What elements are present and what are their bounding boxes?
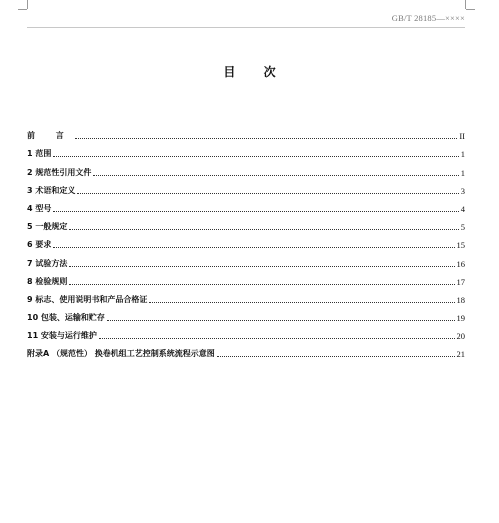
toc-leader-dots [149,302,454,303]
crop-mark-right-vertical [465,0,466,9]
toc-entry-foreword[interactable] [27,123,465,141]
toc-entry-installation[interactable] [27,323,465,341]
toc-entry-packaging[interactable] [27,305,465,323]
toc-entry-label: 9 标志、使用说明书和产品合格证 [27,294,148,304]
toc-entry-page: 17 [456,276,465,287]
toc-entry-page: II [459,131,465,142]
toc-entry-page: 15 [456,240,465,251]
toc-entry-test-methods[interactable] [27,250,465,268]
toc-entry-label: 10 包装、运输和贮存 [27,313,105,323]
toc-entry-label: 附录A （规范性） 换卷机组工艺控制系统流程示意图 [27,349,215,359]
toc-leader-dots [69,266,454,267]
toc-entry-label: 前 言 [27,131,73,141]
toc-entry-label: 11 安装与运行维护 [27,331,97,341]
toc-leader-dots [217,356,455,357]
crop-mark-left-horizontal [18,9,27,10]
toc-entry-label: 8 检验规则 [27,276,68,286]
toc-entry-page: 20 [456,331,465,342]
toc-entry-model[interactable] [27,196,465,214]
page-title: 目 次 [223,65,288,79]
toc-entry-page: 19 [456,313,465,324]
toc-leader-dots [99,338,455,339]
toc-leader-dots [75,138,458,139]
toc-entry-marking[interactable] [27,287,465,305]
toc-leader-dots [77,193,458,194]
toc-entry-page: 21 [456,349,465,360]
crop-mark-right-horizontal [466,9,475,10]
toc-entry-inspection-rules[interactable] [27,269,465,287]
crop-mark-left-vertical [27,0,28,9]
toc-entry-label: 2 规范性引用文件 [27,167,92,177]
toc-entry-label: 7 试验方法 [27,258,68,268]
toc-entry-label: 4 型号 [27,203,52,213]
toc-leader-dots [53,156,458,157]
toc-entry-general-provisions[interactable] [27,214,465,232]
toc-entry-page: 5 [460,222,465,233]
toc-entry-page: 1 [460,167,465,178]
document-code: GB/T 28185—×××× [391,13,465,23]
header-rule [27,27,465,28]
toc-entry-page: 3 [460,185,465,196]
toc-leader-dots [69,284,454,285]
toc-entry-label: 6 要求 [27,240,52,250]
toc-entry-page: 16 [456,258,465,269]
toc-leader-dots [53,211,458,212]
toc-leader-dots [53,247,454,248]
toc-entry-scope[interactable] [27,141,465,159]
toc-entry-label: 1 范围 [27,149,52,159]
toc-entry-page: 4 [460,203,465,214]
toc-entry-annex-a[interactable] [27,341,465,359]
toc-entry-normative-references[interactable] [27,159,465,177]
toc-entry-requirements[interactable] [27,232,465,250]
toc-entry-page: 18 [456,294,465,305]
toc-leader-dots [107,320,455,321]
toc-entry-label: 5 一般规定 [27,222,68,232]
table-of-contents [27,123,465,359]
toc-leader-dots [93,175,458,176]
toc-entry-label: 3 术语和定义 [27,185,76,195]
toc-entry-terms[interactable] [27,178,465,196]
toc-entry-page: 1 [460,149,465,160]
toc-leader-dots [69,229,458,230]
